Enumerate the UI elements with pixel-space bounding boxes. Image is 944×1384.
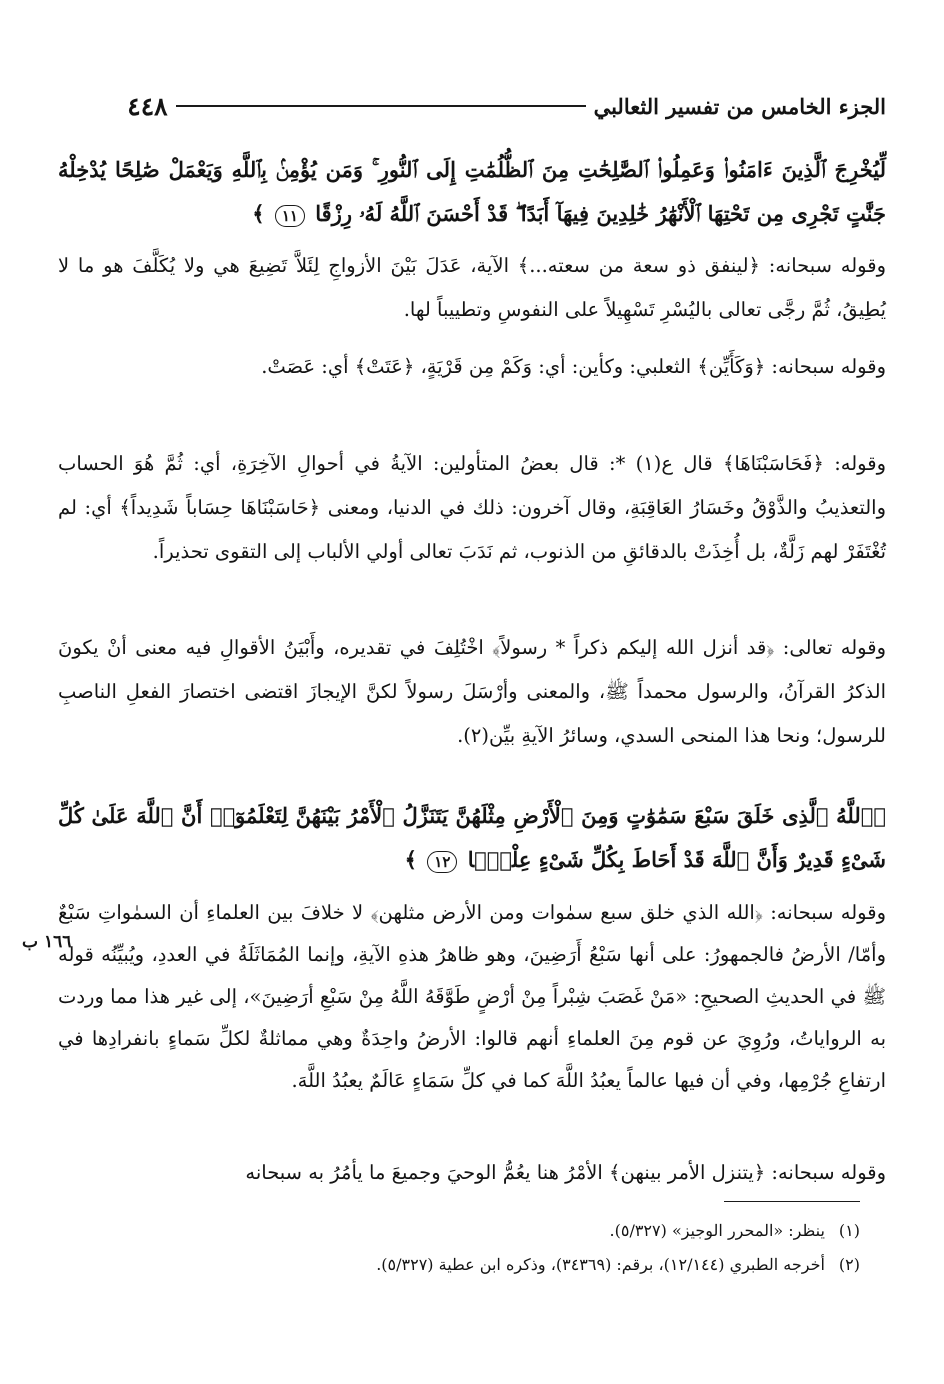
verse-11-close-bracket: ﴾	[252, 201, 265, 226]
verse-11-text: لِّيُخْرِجَ ٱلَّذِينَ ءَامَنُوا۟ وَعَمِلُوا۟ ٱلصَّٰلِحَٰتِ مِنَ ٱلظُّلُمَٰتِ إِلَى ٱلنُّورِ ۚ وَمَن يُؤْمِنۢ بِٱللَّهِ وَيَعْمَلْ صَٰلِحًا يُدْخِلْهُ جَنَّٰتٍ تَجْرِى مِن تَحْتِهَا ٱلْأَنْهَٰرُ خَٰلِدِينَ فِيهَآ أَبَدًا ۖ قَدْ أَحْسَنَ ٱللَّهُ لَهُۥ رِزْقًا	[58, 157, 886, 226]
verse-12-text: ﴿ٱللَّهُ ٱلَّذِى خَلَقَ سَبْعَ سَمَٰوَٰتٍ وَمِنَ ٱلْأَرْضِ مِثْلَهُنَّ يَتَنَزَّلُ ٱلْأَمْرُ بَيْنَهُنَّ لِتَعْلَمُوٓا۟ أَنَّ ٱللَّهَ عَلَىٰ كُلِّ شَىْءٍ قَدِيرٌ وَأَنَّ ٱللَّهَ قَدْ أَحَاطَ بِكُلِّ شَىْءٍ عِلْمًۢا	[58, 803, 886, 872]
commentary-paragraph: وقوله سبحانه: ﴿يتنزل الأمر بينهن﴾ الأمْرُ هنا يعُمُّ الوحيَ وجميعَ ما يأمُرُ به سبحانه	[245, 1161, 886, 1184]
commentary-paragraph: وقوله: ﴿فَحَاسَبْنَاهَا﴾ قال ع(١) *: قال بعضُ المتأولين: الآيةُ في أحوالِ الآخِرَةِ، أي: ثُمَّ هُوَ الحساب والتعذيبُ والذَّوْقُ وخَسَارُ العَاقِبَةِ، وقال آخرون: ذلك في الدنيا، ومعنى ﴿حَاسَبْنَاهَا حِسَاباً شَدِيداً﴾ أي: لم تُغْتَفَرْ لهم زَلَّةٌ، بل أُخِذَتْ بالدقائقِ من الذنوب، ثم نَدَبَ تعالى أولي الألباب إلى التقوى تحذيراً.	[58, 452, 886, 563]
manuscript-folio-marker: ١٦٦ ب	[22, 932, 72, 952]
verse-12-close-bracket: ﴾	[404, 847, 417, 872]
commentary-paragraph: وقوله سبحانه: ﴿الله الذي خلق سبع سمٰوات ومن الأرض مثلهن﴾ لا خلافَ بين العلماءِ أن السمٰواتِ سَبْعٌ وأمّا/ الأرضُ فالجمهورُ: على أنها سَبْعُ أَرَضِينَ، وهو ظاهرُ هذهِ الآيةِ، وإنما المُمَاثَلَةُ في العددِ، ويُبيِّنُه قوله ﷺ في الحديثِ الصحيحِ: «مَنْ غَصَبَ شِبْراً مِنْ أرْضٍ طَوَّقَهُ اللَّهُ مِنْ سَبْعِ أرَضِينَ»، إلى غير هذا مما وردت به الرواياتُ، ورُوِيَ عن قوم مِنَ العلماءِ أنهم قالوا: الأرضُ واحِدَةٌ وهي مماثلةٌ لكلِّ سَماءٍ بانفرادِها في ارتفاعِ جُرْمِها، وفي أن فيها عالماً يعبُدُ اللَّهَ كما في كلِّ سَمَاءٍ عَالَمٌ يعبُدُ اللَّهَ.	[58, 901, 886, 1092]
footnote-text: ينظر: «المحرر الوجيز» (٥/٣٢٧).	[609, 1221, 825, 1240]
header-rule	[176, 105, 586, 107]
running-header	[56, 86, 886, 126]
quran-verse-12	[58, 794, 886, 882]
aya-number-marker: ١١	[275, 205, 305, 227]
footnote-number: (١)	[838, 1221, 860, 1240]
quran-verse-11	[58, 148, 886, 236]
commentary-paragraph: وقوله تعالى: ﴿قد أنزل الله إليكم ذكراً * رسولاً﴾ اخْتُلِفَ في تقديره، وأَبْيَنُ الأقوالِ فيه معنى أنْ يكونَ الذكرُ القرآنُ، والرسول محمداً ﷺ، والمعنى وأرْسَلَ رسولاً لكنَّ الإيجازَ اقتضى اختصارَ الفعلِ الناصبِ للرسول؛ ونحا هذا المنحى السدي، وسائرُ الآيةِ بيِّن(٢).	[58, 636, 886, 747]
aya-number-marker: ١٢	[427, 851, 457, 873]
footnote	[60, 1218, 860, 1244]
commentary-paragraph: وقوله سبحانه: ﴿وَكَأَيِّن﴾ الثعلبي: وكأين: أي: وَكَمْ مِن قَرْيَةٍ، ﴿عَتَتْ﴾ أي: عَصَتْ.	[261, 355, 886, 378]
footnote	[60, 1252, 860, 1278]
footnote-text: أخرجه الطبري (١٢/١٤٤)، برقم: (٣٤٣٦٩)، وذكره ابن عطية (٥/٣٢٧).	[376, 1255, 825, 1274]
footnote-separator	[724, 1201, 860, 1202]
footnote-number: (٢)	[838, 1255, 860, 1274]
page-number: ٤٤٨	[127, 91, 168, 121]
commentary-paragraph: وقوله سبحانه: ﴿لينفق ذو سعة من سعته...﴾ الآية، عَدَلَ بَيْنَ الأزواجِ لِئَلاَّ تَضِيعَ هي ولا يُكَلَّفَ هو ما لا يُطِيقُ، ثُمَّ رجَّى تعالى باليُسْرِ تَسْهِيلاً على النفوسِ وتطييباً لها.	[58, 254, 886, 321]
running-header-title: الجزء الخامس من تفسير الثعالبي	[593, 93, 886, 119]
